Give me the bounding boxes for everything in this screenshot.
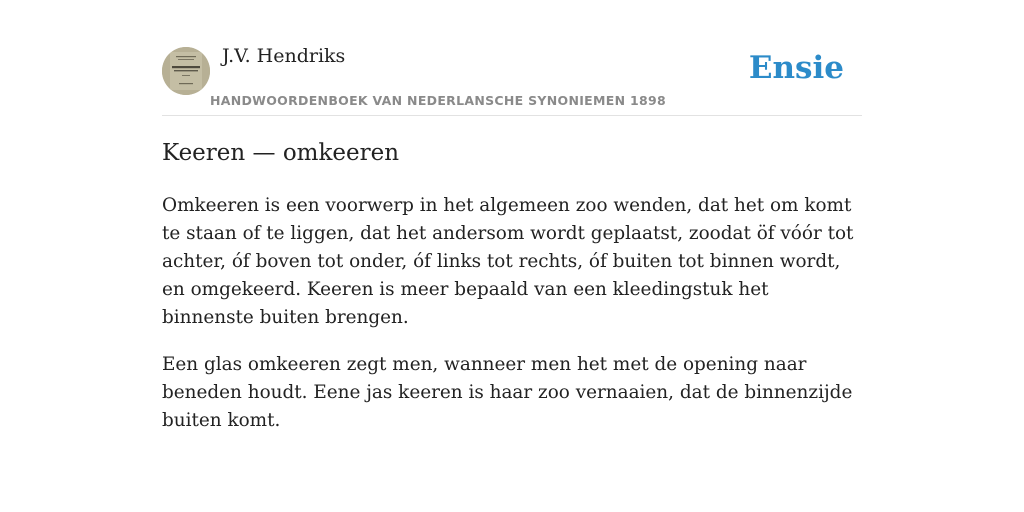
header-divider	[162, 115, 862, 116]
author-name[interactable]: J.V. Hendriks	[222, 45, 346, 67]
entry-title: Keeren — omkeeren	[162, 140, 400, 166]
entry-body	[162, 192, 862, 454]
ensie-logo[interactable]: Ensie	[748, 50, 844, 86]
entry-paragraph: Omkeeren is een voorwerp in het algemeen zoo wenden, dat het om komt te staan of te liggen, dat het andersom wordt geplaatst, zoodat öf vóór tot achter, óf boven tot onder, óf links tot rechts, óf buiten tot binnen wordt, en omgekeerd. Keeren is meer bepaald van een kleedingstuk het binnenste buiten brengen.	[162, 195, 854, 328]
entry-paragraph: Een glas omkeeren zegt men, wanneer men het met de opening naar beneden houdt. Eene jas keeren is haar zoo vernaaien, dat de binnenzijde buiten komt.	[162, 354, 853, 431]
page	[162, 0, 862, 512]
book-cover-icon[interactable]	[162, 47, 210, 95]
source-title[interactable]: HANDWOORDENBOEK VAN NEDERLANSCHE SYNONIEMEN 1898	[210, 93, 667, 108]
